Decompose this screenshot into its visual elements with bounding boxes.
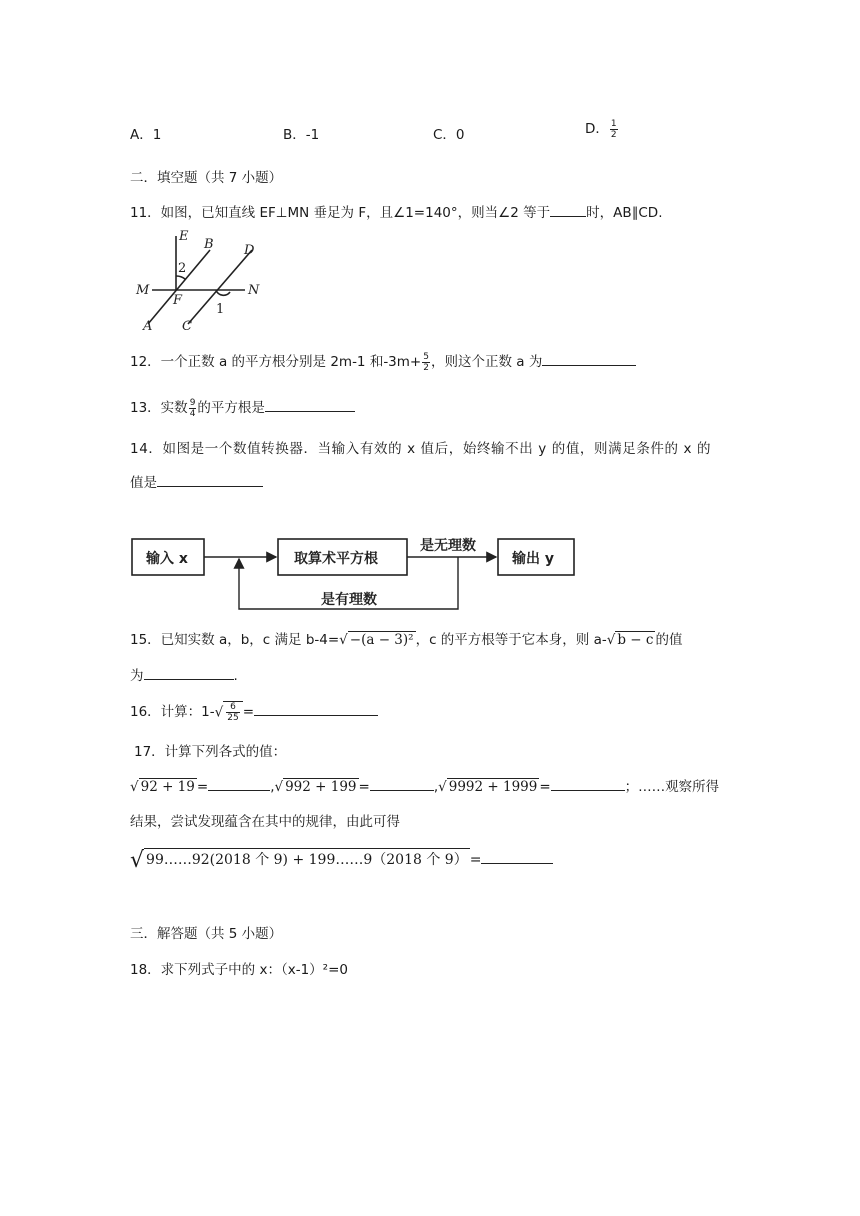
q15-text: 15．已知实数 a，b，c 满足 b-4= [130,632,340,648]
label-n: N [248,283,260,298]
q14-text: 值是 [130,475,157,491]
radicand: 9992 + 1999 [448,779,538,795]
label-b: B [204,237,214,252]
radicand: 99……92(2018 个 9) + 199……9（2018 个 9） [144,848,470,869]
q17-sqrt-3: √ 9992 + 1999 [438,779,538,795]
question-14-line-1: 14．如图是一个数值转换器．当输入有效的 x 值后，始终输不出 y 的值，则满足条件的 x 的 [130,441,712,457]
option-a: A．1 [130,127,162,143]
question-15-line-1 [130,628,682,648]
section-heading-solve: 三．解答题（共 5 小题） [130,926,283,942]
q12-text: 12．一个正数 a 的平方根分别是 2m-1 和-3m+ [130,354,422,370]
q12-fraction [422,352,430,373]
answer-blank[interactable] [550,202,586,217]
flow-rational-label: 是有理数 [321,592,377,608]
flow-process-label: 取算术平方根 [294,551,378,567]
radicand: 92 + 19 [140,779,195,795]
answer-blank[interactable] [208,776,270,791]
q15-sqrt-1: √ −(a − 3)² [339,632,414,648]
q17-tail-text: ；……观察所得 [624,779,720,795]
label-a: A [143,319,153,334]
answer-blank[interactable] [265,397,355,412]
q15-text-end: 的值 [655,632,683,648]
q16-equals: = [242,704,255,720]
comma: , [433,779,439,795]
fraction-numerator: 1 [610,118,617,129]
flow-irrational-label: 是无理数 [420,538,476,554]
equals-sign: = [469,852,482,868]
fraction-denominator: 2 [423,362,429,373]
q15-prefix: 为 [130,668,144,684]
q11-geometry-figure [130,226,265,336]
flow-output-label: 输出 y [512,551,554,567]
label-c: C [182,319,192,334]
question-17-line-2: 结果，尝试发现蕴含在其中的规律，由此可得 [130,814,400,830]
angle-2-arc [176,276,185,279]
q11-text-end: 时，AB∥CD. [586,205,663,221]
answer-blank[interactable] [370,776,434,791]
q12-text-end: ，则这个正数 a 为 [430,354,543,370]
q13-text-end: 的平方根是 [197,400,265,416]
question-17-title: 17．计算下列各式的值： [134,744,287,760]
question-12 [130,350,636,373]
option-d [585,117,619,140]
answer-blank[interactable] [551,776,625,791]
option-d-label: D． [585,121,609,137]
radicand [223,701,242,723]
question-15-line-2 [130,664,238,684]
fraction-numerator: 9 [189,397,196,408]
radicand: 992 + 199 [285,779,357,795]
label-f: F [173,293,183,308]
question-17-line-1 [130,775,719,795]
equals-sign: = [196,779,209,795]
question-17-line-3 [130,848,553,873]
label-m: M [136,283,150,298]
equals-sign: = [358,779,370,795]
q16-sqrt: √ $\frac{6}{25}$ [215,701,243,723]
question-18: 18．求下列式子中的 x：（x-1）²=0 [130,962,348,978]
option-d-fraction [610,119,618,140]
q16-text: 16．计算：1- [130,704,215,720]
answer-blank[interactable] [157,472,263,487]
fraction-denominator: 25 [227,712,239,723]
q15-suffix: . [233,668,238,684]
question-16 [130,700,378,723]
option-b: B．-1 [283,127,320,143]
section-heading-fill-in: 二．填空题（共 7 小题） [130,170,283,186]
label-angle-2: 2 [178,261,187,276]
q15-text-mid: ，c 的平方根等于它本身，则 a- [415,632,607,648]
q17-sqrt-1: √ 92 + 19 [130,779,195,795]
option-c: C．0 [433,127,465,143]
fraction-denominator: 2 [610,129,617,140]
q14-flowchart [128,532,580,614]
q11-text: 11．如图，已知直线 EF⊥MN 垂足为 F，且∠1=140°，则当∠2 等于 [130,205,551,221]
fraction-numerator: 5 [423,351,429,362]
answer-blank[interactable] [481,849,553,864]
label-e: E [179,229,189,244]
q13-fraction [189,398,197,419]
question-13 [130,396,355,419]
radicand: −(a − 3)² [349,632,414,648]
answer-blank[interactable] [254,701,378,716]
label-d: D [244,243,255,258]
flow-input-label: 输入 x [146,551,188,567]
question-11 [130,201,662,221]
equals-sign: = [539,779,551,795]
fraction-denominator: 4 [189,408,196,419]
label-angle-1: 1 [216,302,225,317]
q17-big-sqrt: √ 99……92(2018 个 9) + 199……9（2018 个 9） [130,848,468,873]
q17-sqrt-2: √ 992 + 199 [274,779,357,795]
q13-text: 13．实数 [130,400,188,416]
answer-blank[interactable] [542,351,636,366]
comma: , [270,779,275,795]
radicand: b − c [617,632,654,648]
q15-sqrt-2: √ b − c [606,632,654,648]
fraction-numerator: 6 [226,702,239,713]
question-14-line-2 [130,471,263,491]
answer-blank[interactable] [144,665,234,680]
